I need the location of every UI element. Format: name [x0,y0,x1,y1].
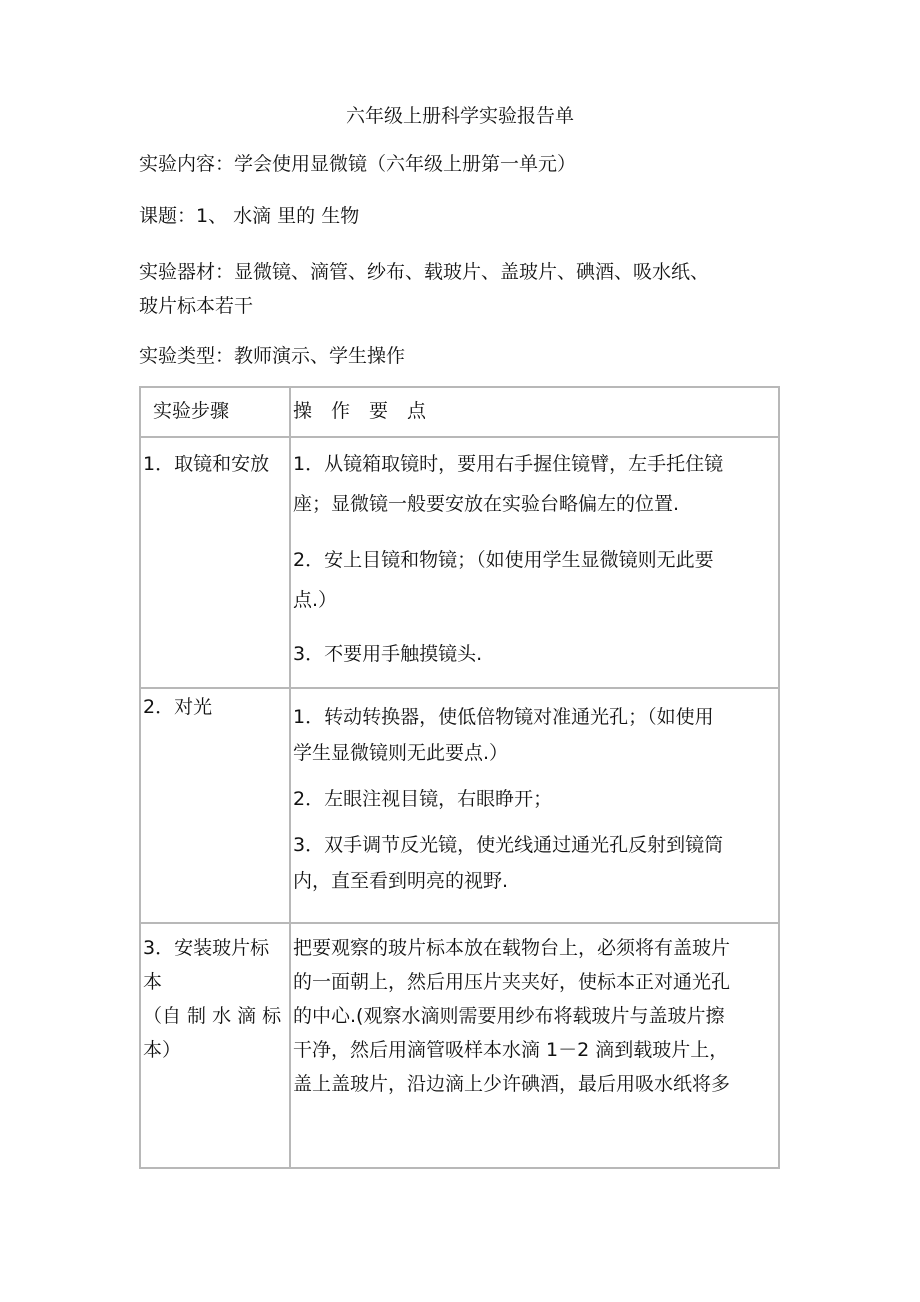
point-line: 学生显微镜则无此要点.） [293,742,509,764]
step-text: 1．取镜和安放 [143,453,270,475]
table-row [140,923,779,1168]
page-title: 六年级上册科学实验报告单 [345,105,574,127]
point-line: 的一面朝上，然后用压片夹夹好，使标本正对通光孔 [293,971,731,993]
point-line: 3．双手调节反光镜，使光线通过通光孔反射到镜筒 [293,834,724,856]
header-text: 实验步骤 [153,400,230,422]
table-row [140,437,779,688]
table-row [140,688,779,923]
step-text: 本） [143,1039,182,1061]
point-line: 把要观察的玻片标本放在载物台上，必须将有盖玻片 [293,937,731,959]
step-cell [140,688,290,923]
point-line: 盖上盖玻片，沿边滴上少许碘酒，最后用吸水纸将多 [293,1073,731,1095]
experiment-topic: 课题：1、 水滴 里的 生物 [139,205,360,227]
point-line: 3．不要用手触摸镜头. [293,643,483,665]
step-cell [140,923,290,1168]
point-line: 1．转动转换器，使低倍物镜对准通光孔；（如使用 [293,706,714,728]
point-line: 2．安上目镜和物镜；（如使用学生显微镜则无此要 [293,549,714,571]
points-cell [290,923,779,1168]
point-line: 座；显微镜一般要安放在实验台略偏左的位置. [293,493,680,515]
point-line: 内，直至看到明亮的视野. [293,870,509,892]
point-line: 点.） [293,589,338,611]
step-text: 2．对光 [143,696,213,718]
steps-table [139,386,780,1169]
step-cell [140,437,290,688]
materials-line-1: 实验器材：显微镜、滴管、纱布、载玻片、盖玻片、碘酒、吸水纸、 [139,261,710,283]
step-text: （自 制 水 滴 标 [143,1005,282,1027]
materials-line-2: 玻片标本若干 [139,295,254,317]
header-steps [140,387,290,437]
points-cell [290,437,779,688]
points-cell [290,688,779,923]
step-text: 3．安装玻片标 [143,937,270,959]
experiment-type: 实验类型：教师演示、学生操作 [139,345,406,367]
step-text: 本 [143,971,163,993]
experiment-content: 实验内容：学会使用显微镜（六年级上册第一单元） [139,153,577,175]
table-header-row [140,387,779,437]
point-line: 1．从镜箱取镜时，要用右手握住镜臂，左手托住镜 [293,453,724,475]
header-points [290,387,779,437]
point-line: 2．左眼注视目镜，右眼睁开； [293,788,553,810]
point-line: 干净，然后用滴管吸样本水滴 1－2 滴到载玻片上， [293,1039,729,1061]
header-text: 操 作 要 点 [293,400,427,422]
point-line: 的中心.(观察水滴则需要用纱布将载玻片与盖玻片擦 [293,1005,725,1027]
